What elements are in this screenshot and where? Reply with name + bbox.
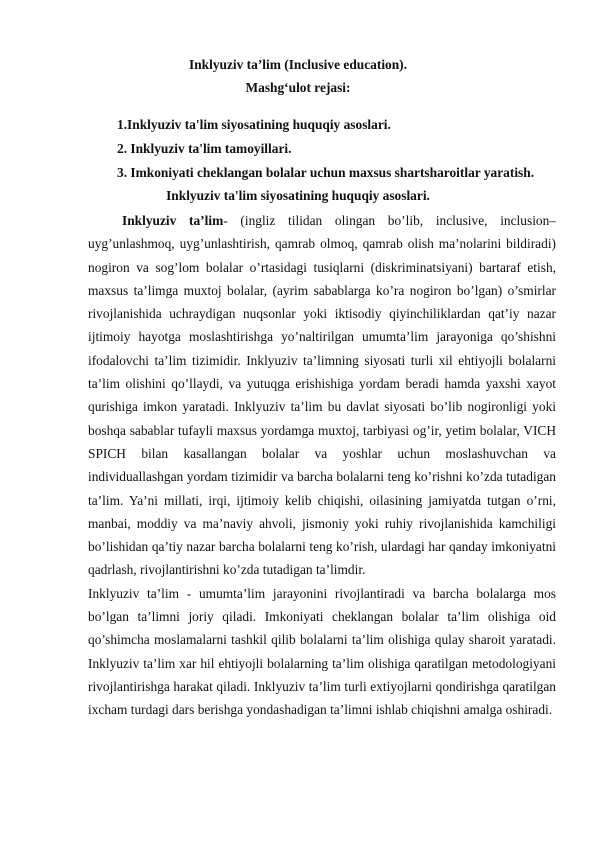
document-title: Inklyuziv ta’lim (Inclusive education).	[189, 57, 407, 72]
paragraph-1	[88, 209, 556, 582]
document-body	[88, 209, 556, 722]
paragraph-1-text: - (ingliz tilidan olingan bo’lib, inclusive, inclusion–uyg’unlashmoq, uyg’unlashtirish, qamrab olmoq, qamrab olish ma’nolarini bildiradi) nogiron va sog’lom bolalar o’rtasidagi tusiqlarni (diskriminatsiyani) bartaraf etish, maxsus ta’limga muxtoj bolalar, (ayrim sabablarga ko’ra nogiron bo’lgan) o’smirlar rivojlanishida uchraydigan nuqsonlar yoki iktisodiy qiyinchiliklardan qat’iy nazar ijtimoiy hayotga moslashtirishga yo’naltirilgan umumta’lim jarayoniga qo’shishni ifodalovchi ta’lim tizimidir. Inklyuziv ta’limning siyosati turli xil ehtiyojli bolalarni ta’lim olishini qo’llaydi, va yutuqga erishishiga yordam beradi hamda yaxshi xayot qurishiga imkon yaratadi. Inklyuziv ta’lim bu davlat siyosati bo’lib nogironligi yoki boshqa sabablar tufayli maxsus yordamga muxtoj, tarbiyasi og’ir, yetim bolalar, VICH SPICH bilan kasallangan bolalar va yoshlar uchun moslashuvchan va individuallashgan yordam tizimidir va barcha bolalarni teng ko’rishni ko’zda tutadigan ta’lim. Ya’ni millati, irqi, ijtimoiy kelib chiqishi, oilasining jamiyatda tutgan o’rni, manbai, moddiy va ma’naviy ahvoli, jismoniy yoki ruhiy rivojlanishida kamchiligi bo’lishidan qa’tiy nazar barcha bolalarni teng ko’rish, ulardagi har qanday imkoniyatni qadrlash, rivojlantirishni ko’zda tutadigan ta’limdir.	[88, 213, 556, 578]
section-heading: Inklyuziv ta'lim siyosatining huquqiy asoslari.	[166, 188, 430, 203]
plan-item-1: 1.Inklyuziv ta'lim siyosatining huquqiy asoslari.	[117, 117, 391, 132]
term-inklyuziv: Inklyuziv ta’lim	[122, 213, 224, 228]
plan-item-2: 2. Inklyuziv ta'lim tamoyillari.	[117, 141, 292, 156]
paragraph-2: Inklyuziv ta’lim - umumta’lim jarayonini rivojlantiradi va barcha bolalarga mos bo’lgan ta’limni joriy qiladi. Imkoniyati cheklangan bolalar ta’lim olishiga oid qo’shimcha moslamalarni tashkil qilib bolalarni ta’lim olishiga qulay sharoit yaratadi. Inklyuziv ta’lim xar hil ehtiyojli bolalarning ta’lim olishiga qaratilgan metodologiyani rivojlantirishga harakat qiladi. Inklyuziv ta’lim turli extiyojlarni qondirishga qaratilgan ixcham turdagi dars berishga yondashadigan ta’limni ishlab chiqishni amalga oshiradi.	[88, 585, 556, 718]
plan-item-3: 3. Imkoniyati cheklangan bolalar uchun maxsus shartsharoitlar yaratish.	[117, 165, 535, 180]
plan-heading: Mashg‘ulot rejasi:	[245, 80, 351, 95]
